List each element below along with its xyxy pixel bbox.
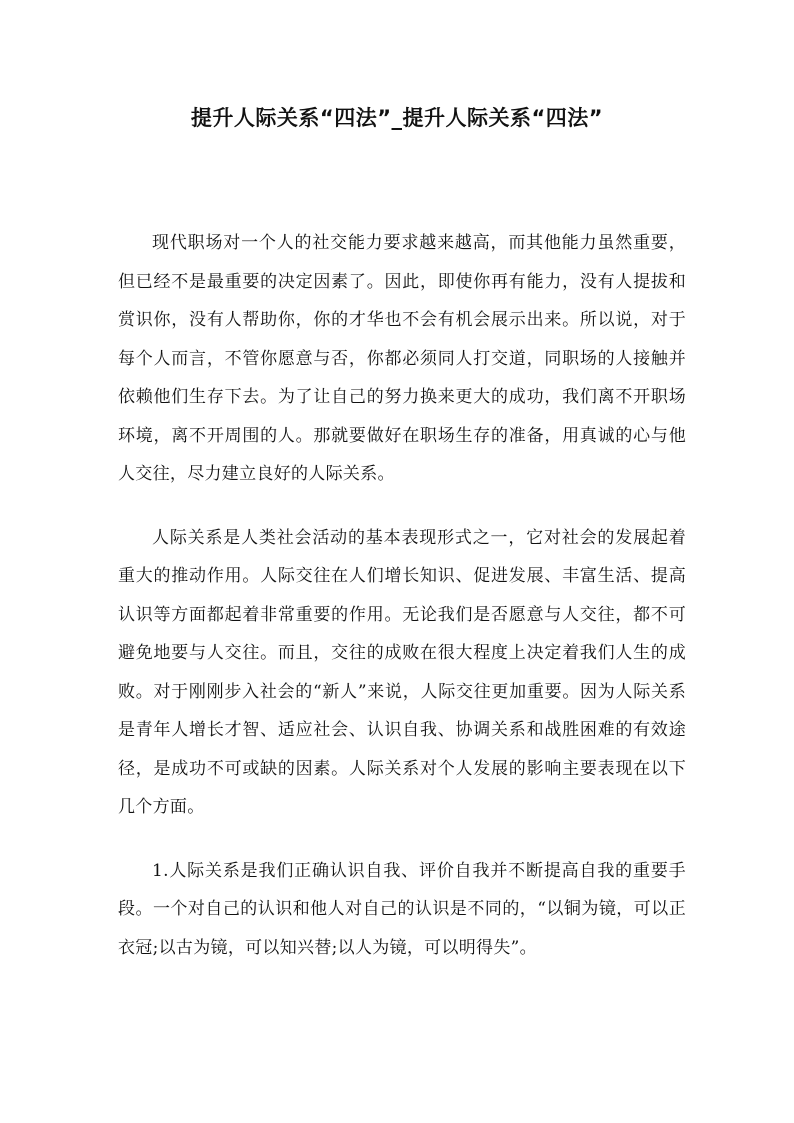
paragraph-3: 1.人际关系是我们正确认识自我、评价自我并不断提高自我的重要手段。一个对自己的认识和他人对自己的认识是不同的，“以铜为镜，可以正衣冠;以古为镜，可以知兴替;以人为镜，可以明得失”。 (118, 860, 686, 958)
paragraph-2: 人际关系是人类社会活动的基本表现形式之一，它对社会的发展起着重大的推动作用。人际交往在人们增长知识、促进发展、丰富生活、提高认识等方面都起着非常重要的作用。无论我们是否愿意与人交往，都不可避免地要与人交往。而且，交往的成败在很大程度上决定着我们人生的成败。对于刚刚步入社会的“新人”来说，人际交往更加重要。因为人际关系是青年人增长才智、适应社会、认识自我、协调关系和战胜困难的有效途径，是成功不可或缺的因素。人际关系对个人发展的影响主要表现在以下几个方面。 (118, 527, 686, 817)
paragraph-1: 现代职场对一个人的社交能力要求越来越高，而其他能力虽然重要，但已经不是最重要的决定因素了。因此，即使你再有能力，没有人提拔和赏识你，没有人帮助你，你的才华也不会有机会展示出来。所以说，对于每个人而言，不管你愿意与否，你都必须同人打交道，同职场的人接触并依赖他们生存下去。为了让自己的努力换来更大的成功，我们离不开职场环境，离不开周围的人。那就要做好在职场生存的准备，用真诚的心与他人交往，尽力建立良好的人际关系。 (118, 233, 686, 484)
document-body (118, 224, 686, 992)
document-title: 提升人际关系“四法”_提升人际关系“四法” (190, 106, 604, 130)
